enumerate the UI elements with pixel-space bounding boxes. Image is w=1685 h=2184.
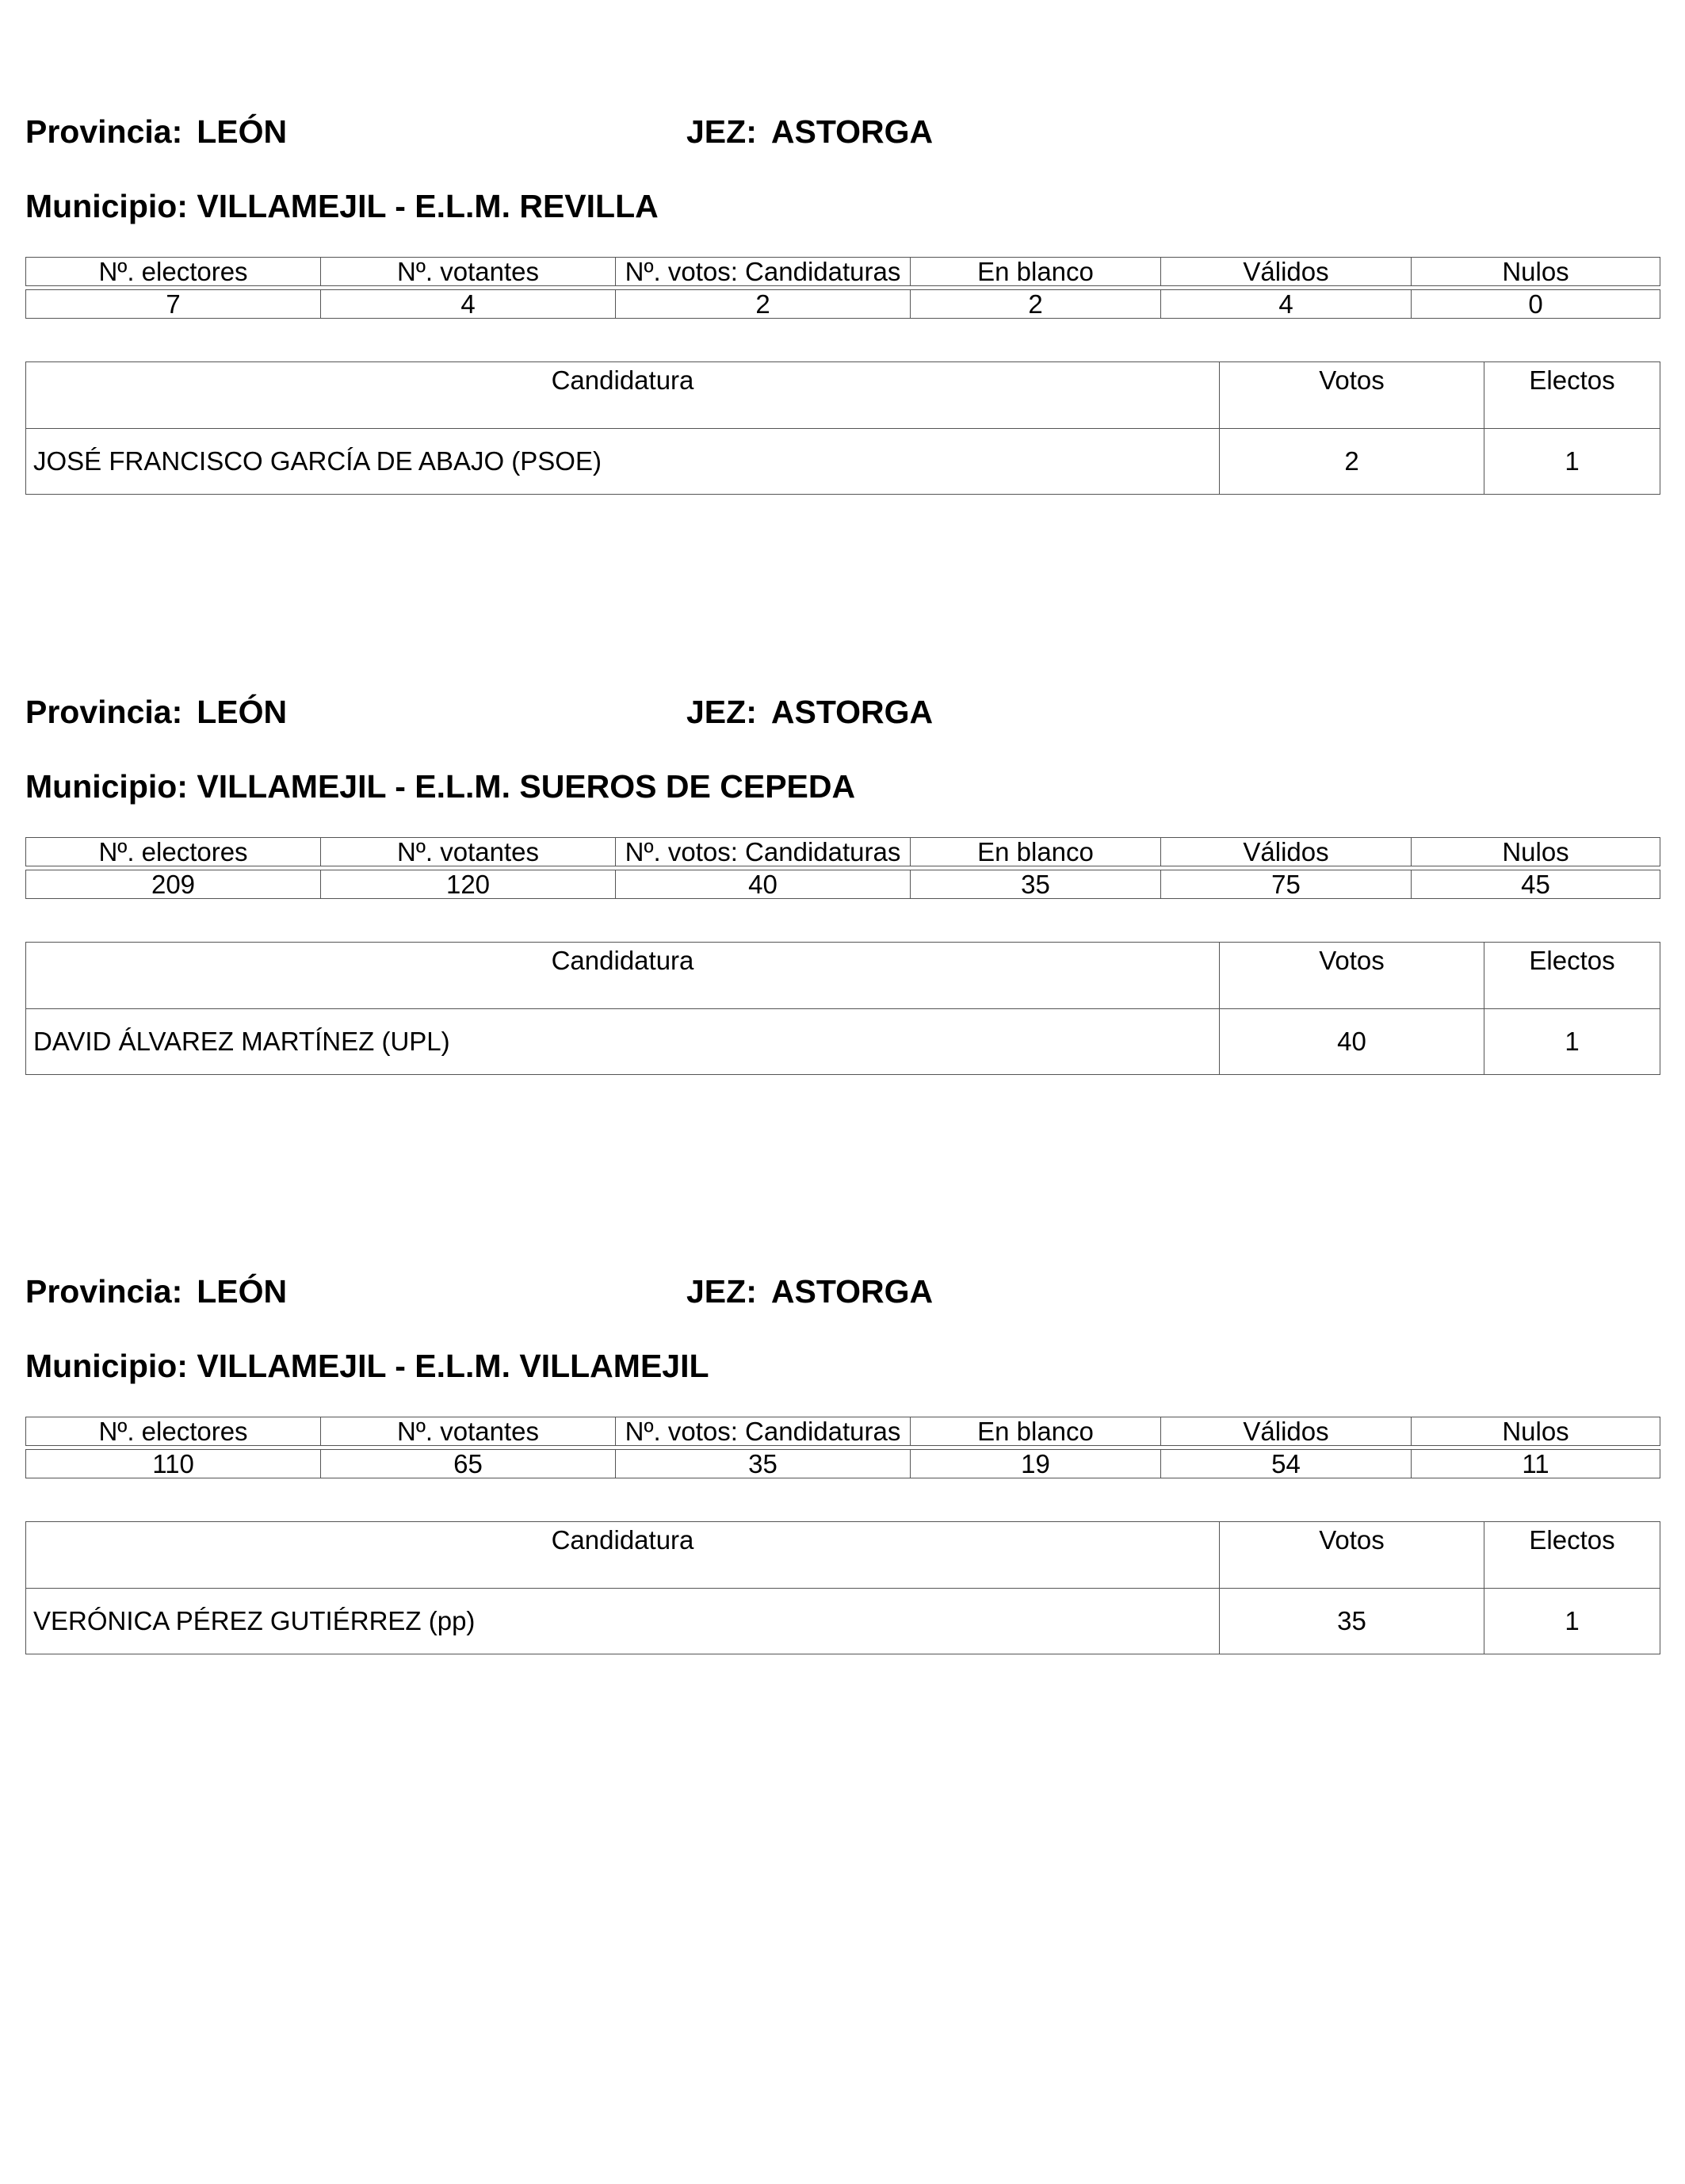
provincia-line [25,696,287,729]
header-votos: Votos [1220,1522,1484,1589]
summary-header-row [26,258,1660,286]
header-en-blanco: En blanco [911,258,1161,286]
value-nulos: 11 [1412,1450,1660,1478]
municipio-label: Municipio: [25,188,188,224]
candidate-row [26,1589,1660,1654]
candidate-votos: 2 [1220,429,1484,495]
provincia-line [25,113,288,150]
summary-table [25,257,1660,319]
municipio-line [25,190,659,223]
header-candidatura: Candidatura [26,362,1220,429]
jez-line [686,1273,934,1310]
value-validos: 75 [1161,870,1412,899]
value-validos: 54 [1161,1450,1412,1478]
header-nulos: Nulos [1412,838,1660,866]
header-electos: Electos [1484,362,1660,429]
header-electores: Nº. electores [26,838,321,866]
jez-line [686,696,933,729]
value-votos-candidaturas: 2 [616,290,911,319]
candidate-row [26,1009,1660,1075]
candidates-header-row [26,943,1660,1009]
candidates-table [25,942,1660,1075]
municipio-line [25,1350,709,1383]
provincia-value: LEÓN [197,1273,288,1310]
value-en-blanco: 35 [911,870,1161,899]
summary-header-row [26,838,1660,866]
provincia-line [25,1273,288,1310]
municipio-label: Municipio: [25,768,188,805]
jez-label: JEZ: [686,1273,757,1310]
value-validos: 4 [1161,290,1412,319]
candidates-table [25,1521,1660,1654]
summary-value-row [26,1450,1660,1478]
candidate-name: DAVID ÁLVAREZ MARTÍNEZ (UPL) [26,1009,1220,1075]
candidate-electos: 1 [1484,1009,1660,1075]
header-votantes: Nº. votantes [321,1417,616,1446]
jez-value: ASTORGA [770,694,934,730]
header-votantes: Nº. votantes [321,258,616,286]
candidate-electos: 1 [1484,1589,1660,1654]
candidate-votos: 35 [1220,1589,1484,1654]
municipio-value: VILLAMEJIL - E.L.M. REVILLA [197,188,659,224]
municipio-label: Municipio: [25,1348,188,1384]
value-electores: 110 [26,1450,321,1478]
header-electos: Electos [1484,943,1660,1009]
value-votos-candidaturas: 40 [616,870,911,899]
candidate-electos: 1 [1484,429,1660,495]
municipio-line [25,768,856,805]
header-electores: Nº. electores [26,258,321,286]
value-votantes: 65 [321,1450,616,1478]
header-validos: Válidos [1161,838,1412,866]
summary-table [25,1417,1660,1478]
value-nulos: 0 [1412,290,1660,319]
header-nulos: Nulos [1412,1417,1660,1446]
value-votantes: 4 [321,290,616,319]
value-en-blanco: 2 [911,290,1161,319]
value-votos-candidaturas: 35 [616,1450,911,1478]
header-en-blanco: En blanco [911,838,1161,866]
summary-value-row [26,870,1660,899]
header-electos: Electos [1484,1522,1660,1589]
header-votos-candidaturas: Nº. votos: Candidaturas [616,838,911,866]
candidates-header-row [26,1522,1660,1589]
candidate-name: VERÓNICA PÉREZ GUTIÉRREZ (pp) [26,1589,1220,1654]
header-validos: Válidos [1161,1417,1412,1446]
value-votantes: 120 [321,870,616,899]
value-electores: 7 [26,290,321,319]
provincia-value: LEÓN [197,113,288,150]
header-votos-candidaturas: Nº. votos: Candidaturas [616,258,911,286]
municipio-value: VILLAMEJIL - E.L.M. VILLAMEJIL [197,1348,709,1384]
jez-label: JEZ: [686,113,757,150]
candidates-table [25,361,1660,495]
provincia-label: Provincia: [25,113,183,150]
summary-table [25,837,1660,899]
provincia-label: Provincia: [25,1273,183,1310]
value-en-blanco: 19 [911,1450,1161,1478]
candidate-row [26,429,1660,495]
summary-value-row [26,290,1660,319]
header-votantes: Nº. votantes [321,838,616,866]
candidates-header-row [26,362,1660,429]
value-electores: 209 [26,870,321,899]
provincia-value: LEÓN [197,694,288,730]
header-nulos: Nulos [1412,258,1660,286]
summary-header-row [26,1417,1660,1446]
header-candidatura: Candidatura [26,1522,1220,1589]
jez-value: ASTORGA [770,113,934,150]
municipio-value: VILLAMEJIL - E.L.M. SUEROS DE CEPEDA [197,768,856,805]
provincia-label: Provincia: [25,694,183,730]
header-validos: Válidos [1161,258,1412,286]
header-en-blanco: En blanco [911,1417,1161,1446]
header-electores: Nº. electores [26,1417,321,1446]
jez-value: ASTORGA [770,1273,934,1310]
header-votos: Votos [1220,943,1484,1009]
header-votos-candidaturas: Nº. votos: Candidaturas [616,1417,911,1446]
candidate-votos: 40 [1220,1009,1484,1075]
jez-label: JEZ: [686,694,757,730]
candidate-name: JOSÉ FRANCISCO GARCÍA DE ABAJO (PSOE) [26,429,1220,495]
header-candidatura: Candidatura [26,943,1220,1009]
jez-line [686,113,934,150]
value-nulos: 45 [1412,870,1660,899]
header-votos: Votos [1220,362,1484,429]
